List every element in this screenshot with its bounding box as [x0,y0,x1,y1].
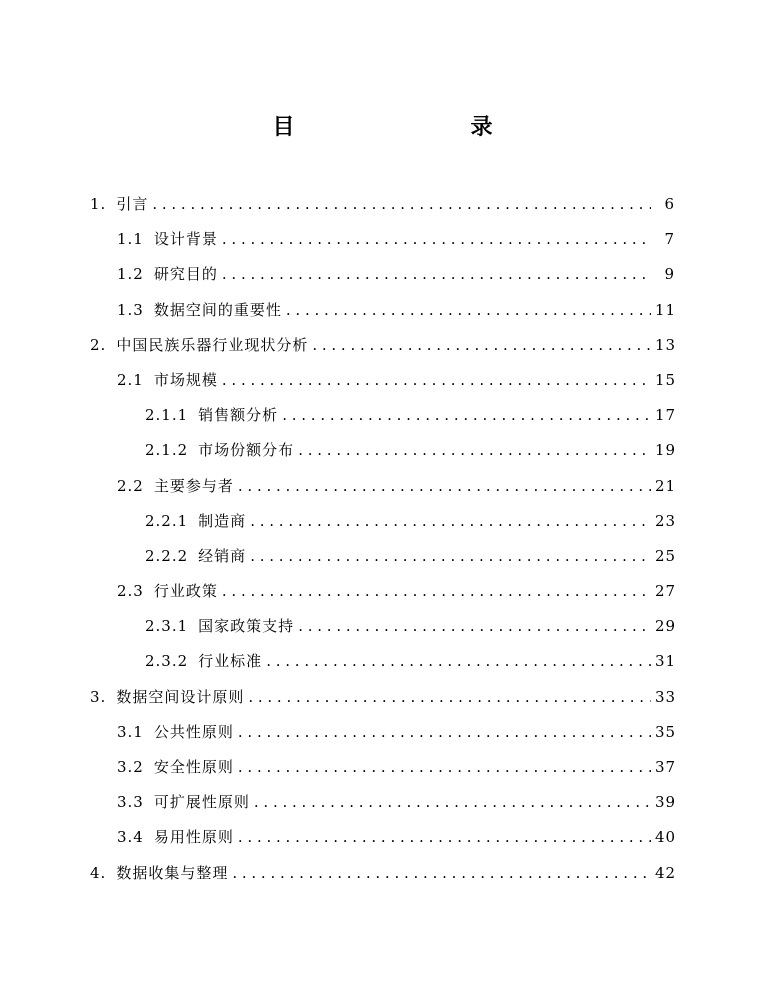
toc-dot-leader [298,433,651,468]
toc-entry-text: 主要参与者 [153,476,234,495]
toc-entry-page: 9 [664,265,675,284]
toc-entry-page: 42 [655,863,677,882]
toc-dot-leader [238,469,651,504]
toc-list [0,187,765,891]
toc-dot-leader [222,363,651,398]
toc-entry[interactable] [0,785,765,820]
toc-dot-leader [282,398,651,433]
toc-entry[interactable] [0,609,765,644]
toc-entry-number: 4. [90,863,107,882]
toc-entry-page: 27 [655,582,677,601]
toc-entry-number: 3.3 [117,793,144,812]
toc-dot-leader [254,785,651,820]
toc-entry-text: 数据空间设计原则 [116,687,245,706]
toc-entry-number: 2.1.1 [145,406,189,425]
toc-entry-number: 2.2 [117,476,144,495]
toc-entry-text: 国家政策支持 [198,617,295,636]
toc-entry-number: 2. [90,335,107,354]
toc-entry-number: 3.1 [117,722,144,741]
toc-entry-number: 2.3.2 [145,652,189,671]
toc-entry[interactable] [0,293,765,328]
toc-entry[interactable] [0,715,765,750]
toc-dot-leader [250,539,651,574]
toc-entry-text: 研究目的 [153,265,218,284]
toc-entry[interactable] [0,680,765,715]
toc-entry-text: 行业标准 [198,652,263,671]
toc-entry-page: 17 [655,406,677,425]
toc-entry[interactable] [0,644,765,679]
toc-entry-text: 引言 [116,195,149,213]
toc-entry-text: 市场份额分布 [198,441,295,460]
toc-entry[interactable] [0,469,765,504]
toc-entry-page: 15 [655,370,677,389]
toc-entry-page: 13 [655,335,677,354]
toc-dot-leader [238,750,651,785]
toc-dot-leader [312,328,651,363]
toc-entry-page: 37 [655,758,677,776]
toc-entry-page: 35 [655,722,677,741]
toc-entry-page: 33 [655,687,677,706]
toc-entry-text: 易用性原则 [153,828,234,847]
toc-entry-number: 2.1 [117,370,144,389]
toc-entry[interactable] [0,433,765,468]
toc-entry-text: 经销商 [198,546,247,565]
toc-dot-leader [298,609,651,644]
toc-dot-leader [286,293,651,328]
toc-dot-leader [222,574,651,609]
toc-entry-page: 31 [655,652,677,671]
toc-dot-leader [266,644,651,679]
toc-dot-leader [222,222,651,257]
toc-entry-number: 1.1 [117,230,144,249]
toc-entry-text: 销售额分析 [198,406,279,425]
toc-entry[interactable] [0,187,765,222]
toc-entry-text: 数据空间的重要性 [153,300,282,319]
toc-entry[interactable] [0,398,765,433]
toc-entry-text: 公共性原则 [153,722,234,741]
toc-dot-leader [250,504,651,539]
toc-entry-text: 中国民族乐器行业现状分析 [116,335,309,354]
toc-title: 目 录 [272,115,537,140]
toc-entry-number: 2.3 [117,582,144,601]
toc-entry-page: 21 [655,476,677,495]
toc-entry-number: 2.2.2 [145,546,189,565]
toc-entry-number: 2.1.2 [145,441,189,460]
toc-entry[interactable] [0,574,765,609]
toc-dot-leader [152,187,651,222]
toc-entry-text: 可扩展性原则 [153,793,250,812]
toc-entry-page: 7 [664,230,675,249]
toc-entry-text: 数据收集与整理 [116,863,229,882]
toc-entry-page: 23 [655,511,677,530]
toc-entry-text: 设计背景 [153,230,218,249]
toc-entry-page: 11 [655,300,677,319]
toc-dot-leader [238,715,651,750]
toc-entry[interactable] [0,257,765,292]
toc-entry-number: 1.3 [117,300,144,319]
toc-entry-number: 2.3.1 [145,617,189,636]
toc-entry[interactable] [0,750,765,785]
toc-dot-leader [238,820,651,855]
toc-entry-page: 40 [655,828,677,847]
toc-entry-text: 安全性原则 [153,758,234,776]
toc-entry[interactable] [0,820,765,855]
toc-entry[interactable] [0,856,765,891]
toc-entry[interactable] [0,328,765,363]
toc-entry-number: 3.2 [117,758,144,776]
toc-dot-leader [248,680,651,715]
toc-entry-page: 39 [655,793,677,812]
toc-entry-text: 市场规模 [153,370,218,389]
toc-entry-number: 1.2 [117,265,144,284]
toc-entry-page: 29 [655,617,677,636]
toc-entry[interactable] [0,222,765,257]
toc-entry-number: 1. [90,195,107,213]
toc-entry-number: 3.4 [117,828,144,847]
toc-entry-text: 制造商 [198,511,247,530]
toc-entry-page: 25 [655,546,677,565]
toc-entry[interactable] [0,539,765,574]
toc-entry-page: 6 [664,195,675,213]
toc-entry-number: 2.2.1 [145,511,189,530]
toc-entry[interactable] [0,504,765,539]
toc-entry-text: 行业政策 [153,582,218,601]
toc-dot-leader [232,856,651,891]
toc-entry-page: 19 [655,441,677,460]
toc-entry[interactable] [0,363,765,398]
toc-entry-number: 3. [90,687,107,706]
toc-dot-leader [222,257,651,292]
